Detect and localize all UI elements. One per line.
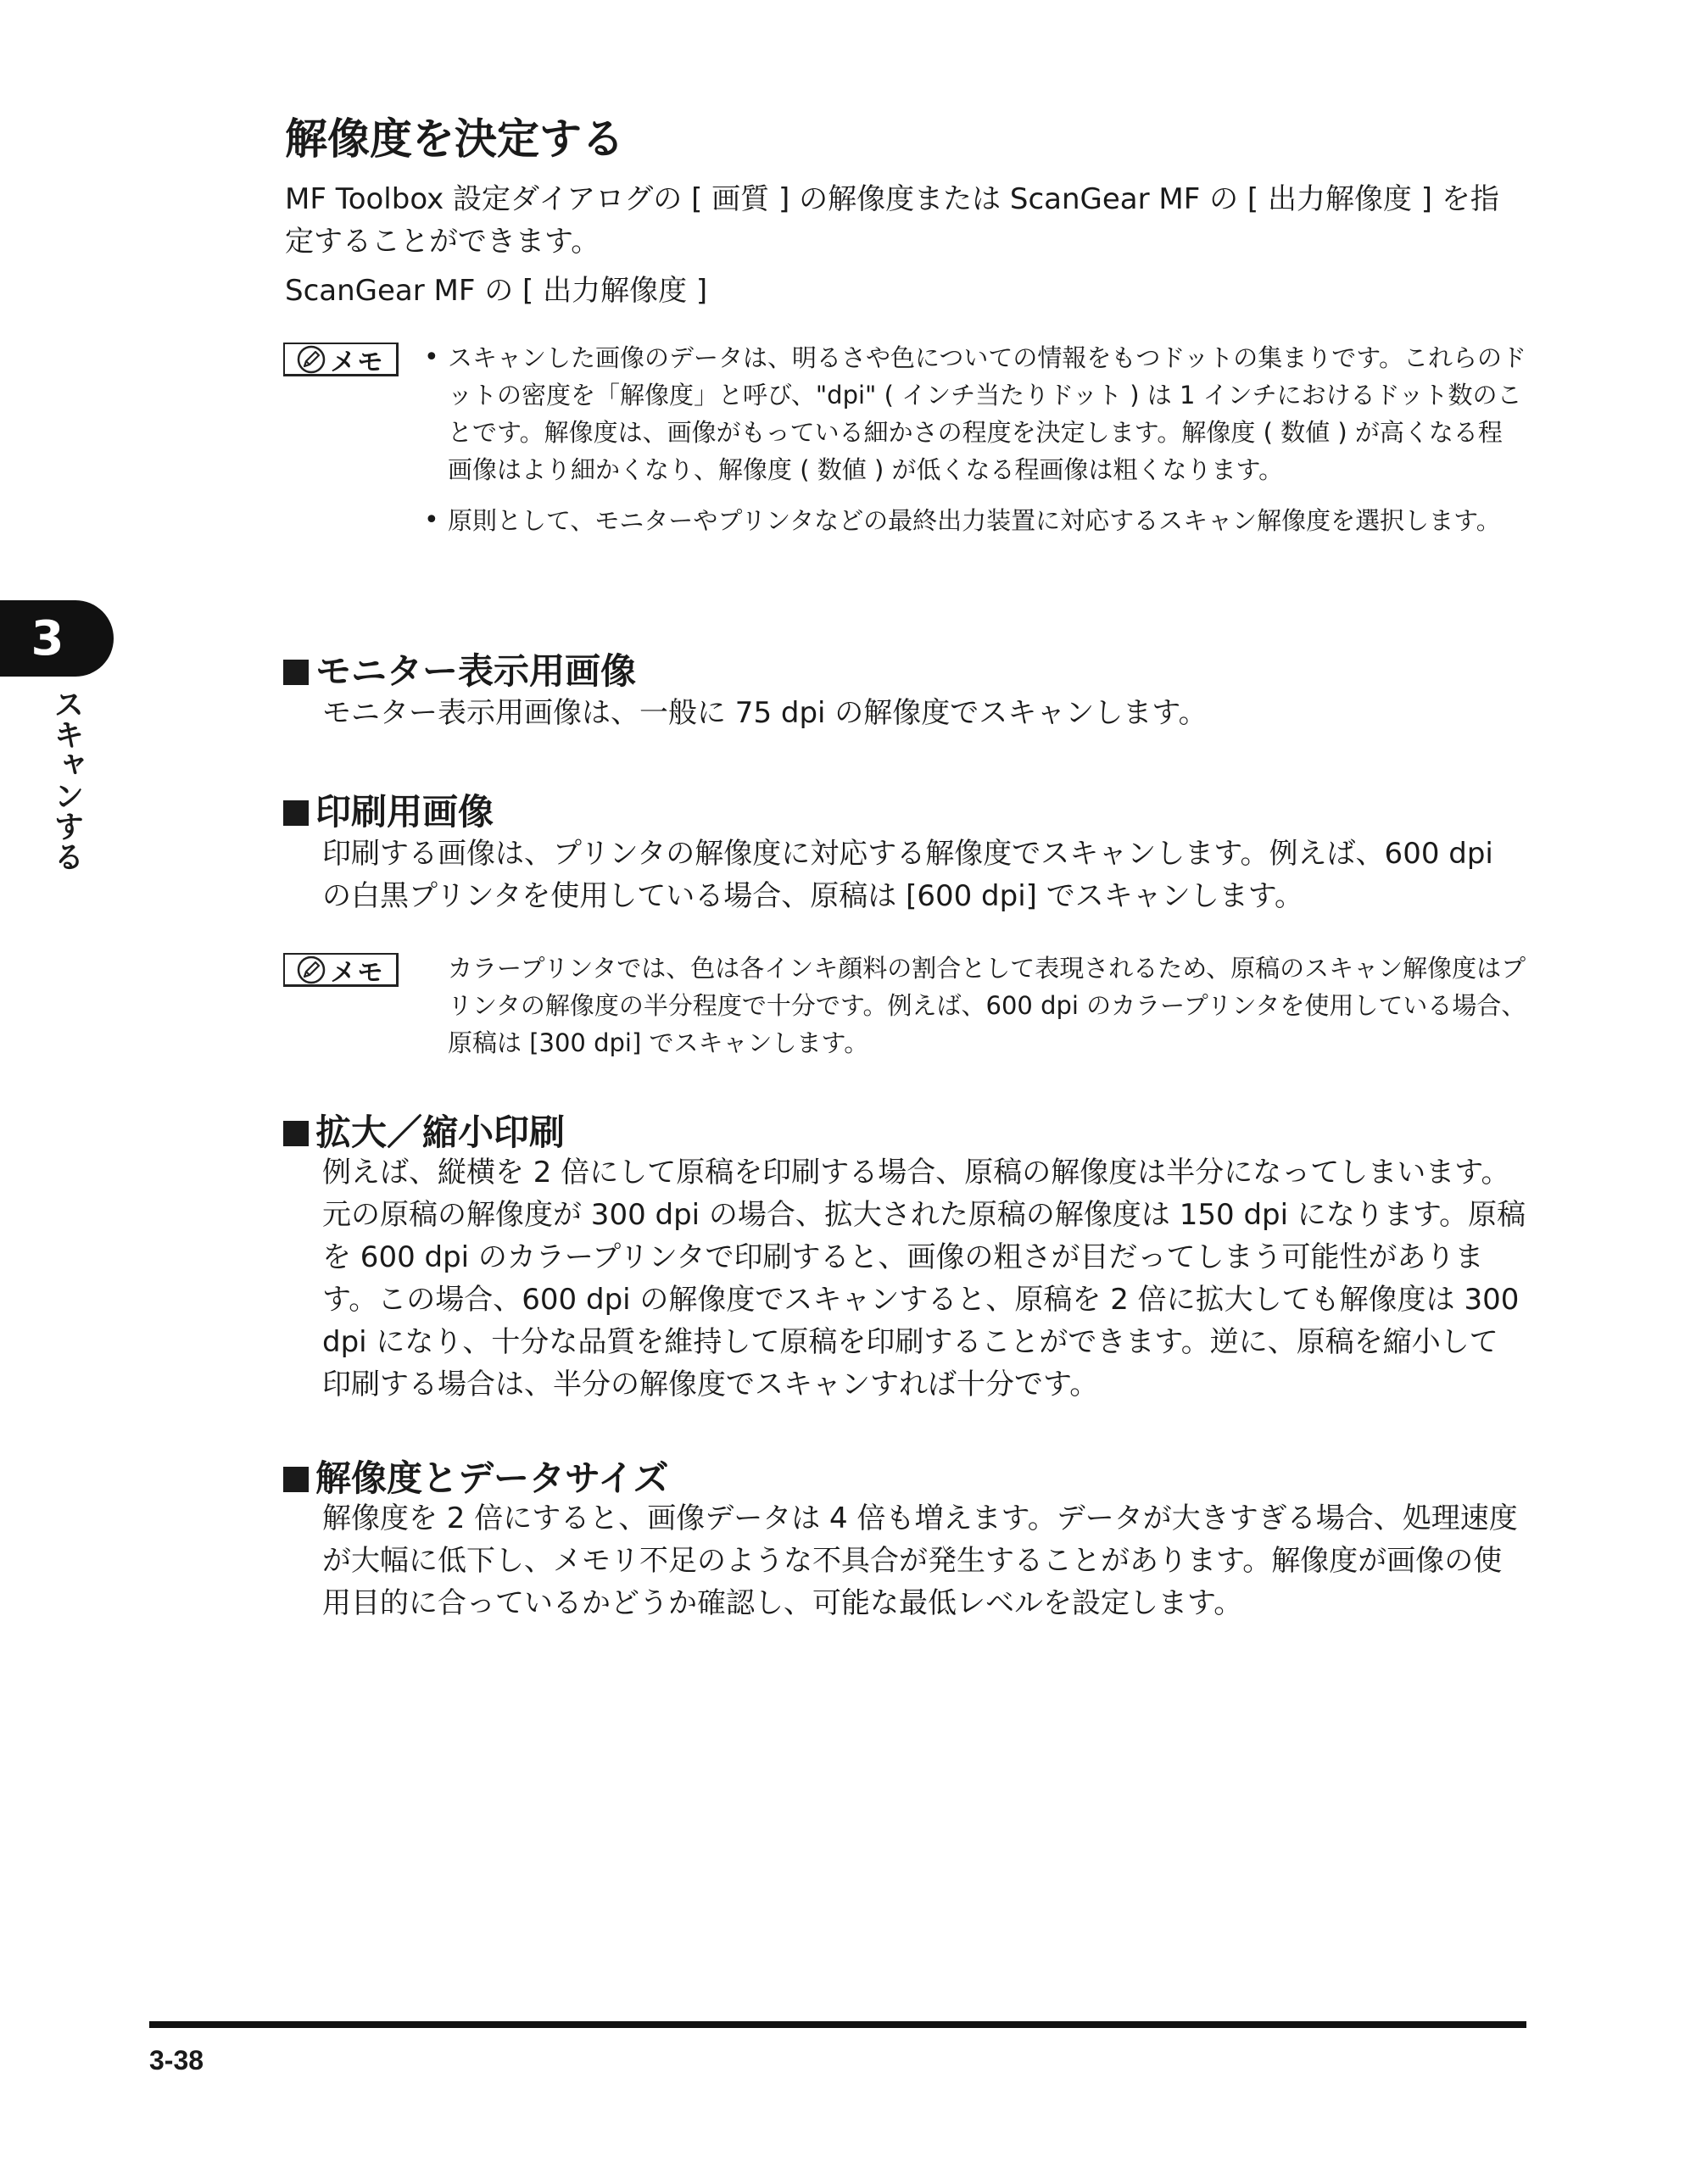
heading-square-icon (283, 660, 309, 685)
chapter-tab (0, 600, 114, 677)
page-title: 解像度を決定する (285, 114, 624, 164)
intro-paragraph: MF Toolbox 設定ダイアログの [ 画質 ] の解像度または ScanGear MF の [ 出力解像度 ] を指定することができます。 (285, 182, 1499, 259)
note-badge-label: メモ (330, 957, 385, 988)
page-number: 3-38 (149, 2045, 204, 2075)
note-body (424, 339, 1526, 553)
note-bullet-item: • スキャンした画像のデータは、明るさや色についての情報をもつドットの集まりです。これらのドットの密度を「解像度」と呼び、"dpi" ( インチ当たりドット ) は 1 インチにおけるドット数のことです。解像度は、画像がもっている細かさの程度を決定します。解像度 ( 数値 ) が高くなる程画像はより細かくなり、解像度 ( 数値 ) が低くなる程画像は粗くなります。 (424, 339, 1526, 488)
section-body: 例えば、縦横を 2 倍にして原稿を印刷する場合、原稿の解像度は半分になってしまいます。元の原稿の解像度が 300 dpi の場合、拡大された原稿の解像度は 150 dpi になります。原稿を 600 dpi のカラープリンタで印刷すると、画像の粗さが目だってしまう可能性があります。この場合、600 dpi の解像度でスキャンすると、原稿を 2 倍に拡大しても解像度は 300 dpi になり、十分な品質を維持して原稿を印刷することができます。逆に、原稿を縮小して印刷する場合は、半分の解像度でスキャンすれば十分です。 (322, 1156, 1526, 1401)
note-badge (283, 953, 399, 987)
section-heading-text: 印刷用画像 (315, 791, 494, 833)
section-heading (283, 1109, 565, 1156)
section-body: モニター表示用画像は、一般に 75 dpi の解像度でスキャンします。 (322, 696, 1208, 730)
note-text: カラープリンタでは、色は各インキ顔料の割合として表現されるため、原稿のスキャン解像度はプリンタの解像度の半分程度で十分です。例えば、600 dpi のカラープリンタを使用している場合、原稿は [300 dpi] でスキャンします。 (448, 954, 1526, 1057)
chapter-label: スキャンする (49, 688, 84, 872)
heading-square-icon (283, 800, 309, 826)
section-heading-text: モニター表示用画像 (315, 650, 637, 692)
section-heading (283, 1455, 669, 1502)
chapter-number: 3 (31, 610, 64, 666)
section-heading (283, 788, 494, 836)
note-bullet-item: • 原則として、モニターやプリンタなどの最終出力装置に対応するスキャン解像度を選択します。 (424, 502, 1526, 539)
pencil-icon (297, 956, 326, 984)
heading-square-icon (283, 1121, 309, 1146)
section-heading-text: 拡大／縮小印刷 (315, 1112, 566, 1153)
pencil-icon (297, 345, 326, 374)
heading-square-icon (283, 1467, 309, 1492)
section-body: 印刷する画像は、プリンタの解像度に対応する解像度でスキャンします。例えば、600 dpi の白黒プリンタを使用している場合、原稿は [600 dpi] でスキャンします。 (322, 837, 1493, 913)
note-body (448, 950, 1526, 1061)
section-heading (283, 648, 636, 695)
note-badge-label: メモ (330, 347, 385, 377)
intro-subheading: ScanGear MF の [ 出力解像度 ] (285, 274, 708, 308)
footer-rule (149, 2021, 1526, 2028)
note-badge (283, 343, 399, 376)
section-body: 解像度を 2 倍にすると、画像データは 4 倍も増えます。データが大きすぎる場合、処理速度が大幅に低下し、メモリ不足のような不具合が発生することがあります。解像度が画像の使用目的に合っているかどうか確認し、可能な最低レベルを設定します。 (322, 1502, 1518, 1620)
section-heading-text: 解像度とデータサイズ (315, 1457, 669, 1499)
